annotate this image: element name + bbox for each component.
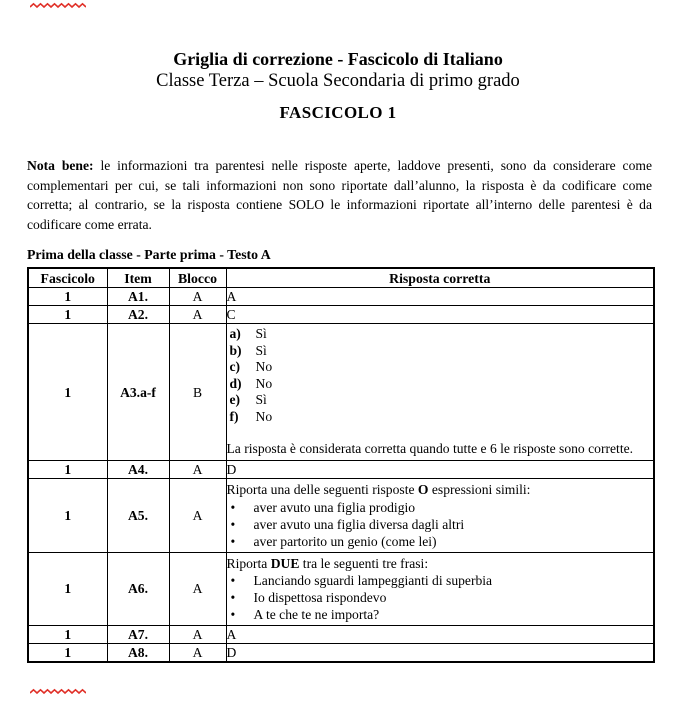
table-row xyxy=(28,288,654,306)
answer-bullet-row xyxy=(227,572,654,589)
bullet-icon: • xyxy=(230,533,236,549)
answer-intro-bold: O xyxy=(417,482,429,498)
nota-bene-text: le informazioni tra parentesi nelle risposte aperte, laddove presenti, sono da considerare come complementari per cui, se tali informazioni non sono riportate dall’alunno, la risposta è da codificare come corretta; al contrario, se la risposta contiene SOLO le informazioni riportate all’interno delle parentesi è da codificare come errata. xyxy=(27,158,652,232)
cell-fascicolo: 1 xyxy=(28,552,107,626)
option-value: No xyxy=(255,359,273,375)
option-letter: c) xyxy=(229,359,241,375)
answer-note: La risposta è considerata corretta quando tutte e 6 le risposte sono corrette. xyxy=(226,440,634,456)
cell-blocco: B xyxy=(169,324,226,461)
cell-risposta xyxy=(226,552,654,626)
bullet-text: Io dispettosa rispondevo xyxy=(253,590,387,606)
cell-risposta: D xyxy=(226,461,654,479)
table-row xyxy=(28,644,654,663)
cell-blocco: A xyxy=(169,644,226,663)
answer-bullet-row xyxy=(227,499,654,516)
answer-option-row xyxy=(227,392,654,409)
answer-bullet-row xyxy=(227,589,654,606)
answer-option-row xyxy=(227,326,654,343)
cell-item: A4. xyxy=(107,461,169,479)
cell-fascicolo: 1 xyxy=(28,306,107,324)
column-header: Item xyxy=(107,268,169,288)
cell-blocco: A xyxy=(169,461,226,479)
answer-intro xyxy=(227,555,654,573)
nota-bene-label: Nota bene: xyxy=(27,158,94,173)
option-value: No xyxy=(255,375,273,391)
cell-risposta xyxy=(226,324,654,461)
bullet-text: aver avuto una figlia diversa dagli altri xyxy=(253,516,465,532)
option-value: Sì xyxy=(255,326,267,341)
section-heading: Prima della classe - Parte prima - Testo A xyxy=(27,247,271,262)
table-row xyxy=(28,461,654,479)
answer-intro-bold: DUE xyxy=(270,555,300,571)
table-row xyxy=(28,306,654,324)
option-letter: f) xyxy=(229,408,239,424)
bullet-icon: • xyxy=(230,590,236,606)
red-corner-mark-bottom xyxy=(30,688,86,695)
cell-item: A2. xyxy=(107,306,169,324)
cell-risposta: A xyxy=(226,626,654,644)
answer-intro-suffix: espressioni simili: xyxy=(428,482,531,498)
table-row xyxy=(28,324,654,461)
cell-fascicolo: 1 xyxy=(28,324,107,461)
cell-blocco: A xyxy=(169,626,226,644)
bullet-text: Lanciando sguardi lampeggianti di superbia xyxy=(253,573,493,589)
answer-bullet-row xyxy=(227,533,654,550)
cell-fascicolo: 1 xyxy=(28,479,107,553)
answer-option-row xyxy=(227,343,654,360)
cell-risposta xyxy=(226,479,654,553)
bullet-icon: • xyxy=(230,499,236,515)
bullet-text: A te che te ne importa? xyxy=(253,607,380,623)
answer-intro xyxy=(227,481,654,499)
nota-bene-paragraph xyxy=(27,156,652,234)
red-corner-mark-bottom-path xyxy=(30,690,86,693)
cell-blocco: A xyxy=(169,288,226,306)
option-letter: e) xyxy=(229,392,241,408)
cell-blocco: A xyxy=(169,479,226,553)
answer-intro-suffix: tra le seguenti tre frasi: xyxy=(299,555,429,571)
answer-option-row xyxy=(227,376,654,393)
cell-risposta: C xyxy=(226,306,654,324)
bullet-icon: • xyxy=(230,607,236,623)
column-header: Fascicolo xyxy=(28,268,107,288)
bullet-text: aver partorito un genio (come lei) xyxy=(253,533,437,549)
cell-blocco: A xyxy=(169,552,226,626)
cell-item: A1. xyxy=(107,288,169,306)
fascicolo-heading: FASCICOLO 1 xyxy=(279,103,397,122)
option-letter: a) xyxy=(229,326,241,341)
cell-blocco: A xyxy=(169,306,226,324)
column-header: Risposta corretta xyxy=(226,268,654,288)
red-corner-mark-top xyxy=(30,2,86,9)
cell-item: A6. xyxy=(107,552,169,626)
table-header-row xyxy=(28,268,654,288)
cell-risposta: A xyxy=(226,288,654,306)
cell-item: A3.a-f xyxy=(107,324,169,461)
page-subtitle: Classe Terza – Scuola Secondaria di primo grado xyxy=(156,71,520,91)
answer-bullet-row xyxy=(227,516,654,533)
answer-option-row xyxy=(227,409,654,426)
cell-fascicolo: 1 xyxy=(28,626,107,644)
cell-item: A5. xyxy=(107,479,169,553)
cell-risposta: D xyxy=(226,644,654,663)
table-row xyxy=(28,479,654,553)
bullet-icon: • xyxy=(230,573,236,589)
answer-option-row xyxy=(227,359,654,376)
bullet-text: aver avuto una figlia prodigio xyxy=(253,499,416,515)
bullet-icon: • xyxy=(230,516,236,532)
answer-bullet-row xyxy=(227,606,654,623)
option-letter: d) xyxy=(229,375,242,391)
option-letter: b) xyxy=(229,342,242,358)
cell-fascicolo: 1 xyxy=(28,288,107,306)
answer-intro-prefix: Riporta xyxy=(226,555,271,571)
table-row xyxy=(28,552,654,626)
option-value: Sì xyxy=(255,392,267,408)
page-title: Griglia di correzione - Fascicolo di Italiano xyxy=(173,49,503,69)
correction-table xyxy=(27,267,655,663)
option-value: Sì xyxy=(255,342,267,358)
red-corner-mark-top-path xyxy=(30,4,86,7)
table-row xyxy=(28,626,654,644)
cell-fascicolo: 1 xyxy=(28,644,107,663)
column-header: Blocco xyxy=(169,268,226,288)
header-block xyxy=(0,48,676,123)
answer-intro-prefix: Riporta una delle seguenti risposte xyxy=(226,482,418,498)
cell-item: A8. xyxy=(107,644,169,663)
option-value: No xyxy=(255,408,273,424)
cell-item: A7. xyxy=(107,626,169,644)
cell-fascicolo: 1 xyxy=(28,461,107,479)
